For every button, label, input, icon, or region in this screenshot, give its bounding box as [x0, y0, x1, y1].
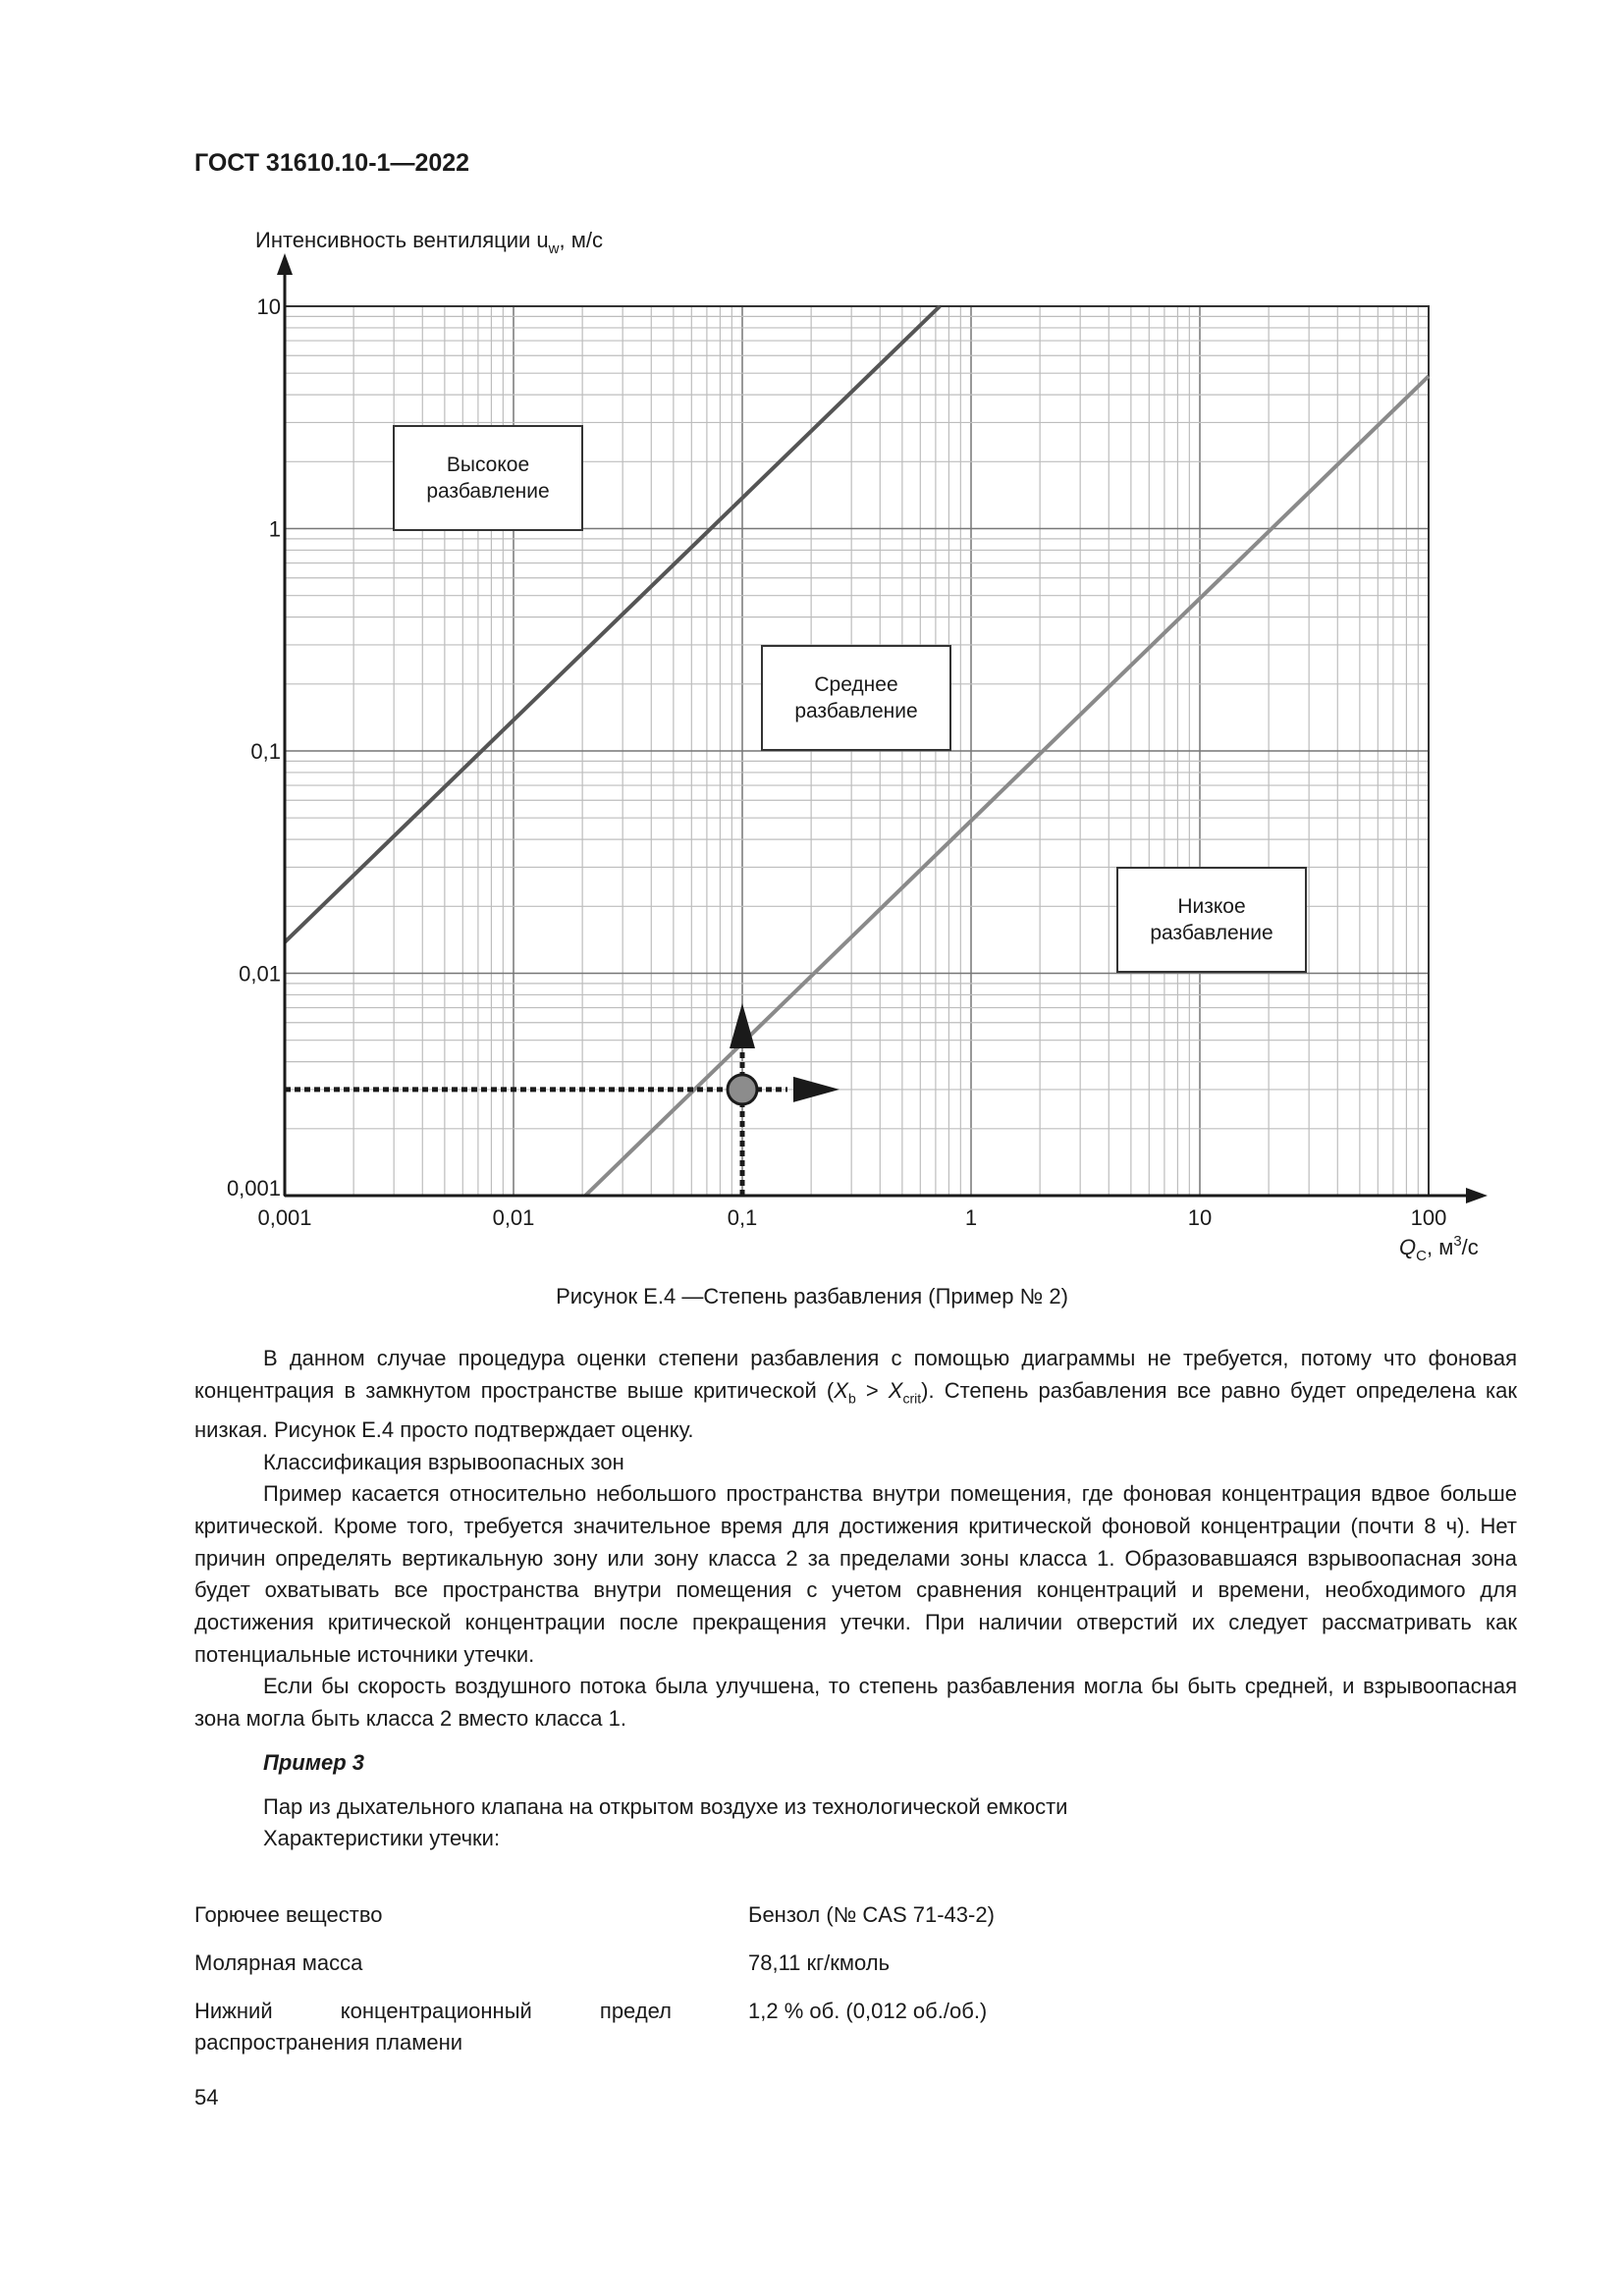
x-axis-label: $Q_C$, $м^3/с$: [1399, 1233, 1479, 1264]
y-tick-label: 0,001: [226, 1176, 281, 1201]
x-tick-label: 10: [1187, 1205, 1213, 1230]
x-tick-label: 1: [964, 1205, 978, 1230]
x-axis-arrow-icon: [1466, 1188, 1488, 1203]
table-cell-label: Молярная масса: [194, 1950, 363, 1975]
y-tick-label: 1: [268, 516, 281, 542]
x-tick-label: 100: [1410, 1205, 1447, 1230]
region-label-line: Низкое: [1177, 895, 1246, 918]
body-text: [194, 1343, 1517, 1855]
region-label-line: разбавление: [426, 480, 550, 503]
region-label-medium-dilution: [761, 645, 951, 751]
table-row: [194, 1899, 1517, 1931]
paragraph: Пример касается относительно небольшого пространства внутри помещения, где фоновая концентрация вдвое больше критической. Кроме того, требуется значительное время для достижения критической фоновой концентрации (почти 8 ч). Нет причин определять вертикальную зону или зону класса 2 за пределами зоны класса 1. Образовавшаяся взрывоопасная зона будет охватывать все пространства внутри помещения с учетом сравнения концентраций и времени, необходимого для достижения критической концентрации после прекращения утечки. При наличии отверстий их следует рассматривать как потенциальные источники утечки.: [194, 1481, 1517, 1667]
paragraph: Если бы скорость воздушного потока была улучшена, то степень разбавления могла бы быть средней, и взрывоопасная зона могла быть класса 2 вместо класса 1.: [194, 1674, 1517, 1732]
x-tick-label: 0,001: [257, 1205, 312, 1230]
paragraph: Классификация взрывоопасных зон: [263, 1449, 624, 1474]
paragraph: Характеристики утечки:: [263, 1826, 501, 1851]
region-label-line: Высокое: [446, 454, 530, 476]
table-cell-label: Нижний концентрационный предел распространения пламени: [194, 1999, 672, 2055]
region-label-line: разбавление: [794, 700, 918, 722]
figure-caption: Рисунок Е.4 —Степень разбавления (Пример № 2): [556, 1284, 1068, 1308]
y-axis-arrow-icon: [277, 253, 293, 275]
operating-point-marker: [728, 1075, 757, 1104]
arrow-up-icon: [730, 1003, 755, 1048]
x-tick-label: 0,1: [727, 1205, 758, 1230]
paragraph: В данном случае процедура оценки степени разбавления с помощью диаграммы не требуется, потому что фоновая концентрация в замкнутом пространстве выше критической $(X_b > X_{crit})$. Степень разбавления все равно будет определена как низкая. Рисунок Е.4 просто подтверждает оценку.: [194, 1346, 1517, 1442]
table-row: [194, 1996, 1517, 2058]
paragraph: Пар из дыхательного клапана на открытом воздухе из технологической емкости: [263, 1793, 1068, 1819]
y-tick-label: 0,01: [239, 961, 281, 987]
y-axis-label: Интенсивность вентиляции $u_w$, м/с: [255, 228, 603, 257]
release-characteristics-table: [194, 1899, 1517, 2075]
series-line-boundary-high-medium: [285, 306, 940, 942]
table-cell-value: Бензол (№ CAS 71-43-2): [748, 1902, 995, 1927]
table-cell-label: Горючее вещество: [194, 1902, 383, 1927]
table-cell-value: 1,2 % об. (0,012 об./об.): [748, 1999, 988, 2023]
y-tick-label: 0,1: [250, 739, 281, 764]
y-tick-label: 10: [256, 294, 281, 319]
table-row: [194, 1948, 1517, 1979]
region-label-line: разбавление: [1150, 922, 1273, 944]
region-label-line: Среднее: [814, 673, 898, 696]
arrow-right-icon: [793, 1077, 839, 1102]
region-label-low-dilution: [1116, 867, 1307, 973]
page-number: 54: [194, 2085, 219, 2109]
x-tick-label: 0,01: [492, 1205, 535, 1230]
example-heading: Пример 3: [263, 1749, 364, 1775]
document-title: ГОСТ 31610.10-1—2022: [194, 149, 470, 177]
region-label-high-dilution: [393, 425, 583, 531]
table-cell-value: 78,11 кг/кмоль: [748, 1950, 891, 1975]
